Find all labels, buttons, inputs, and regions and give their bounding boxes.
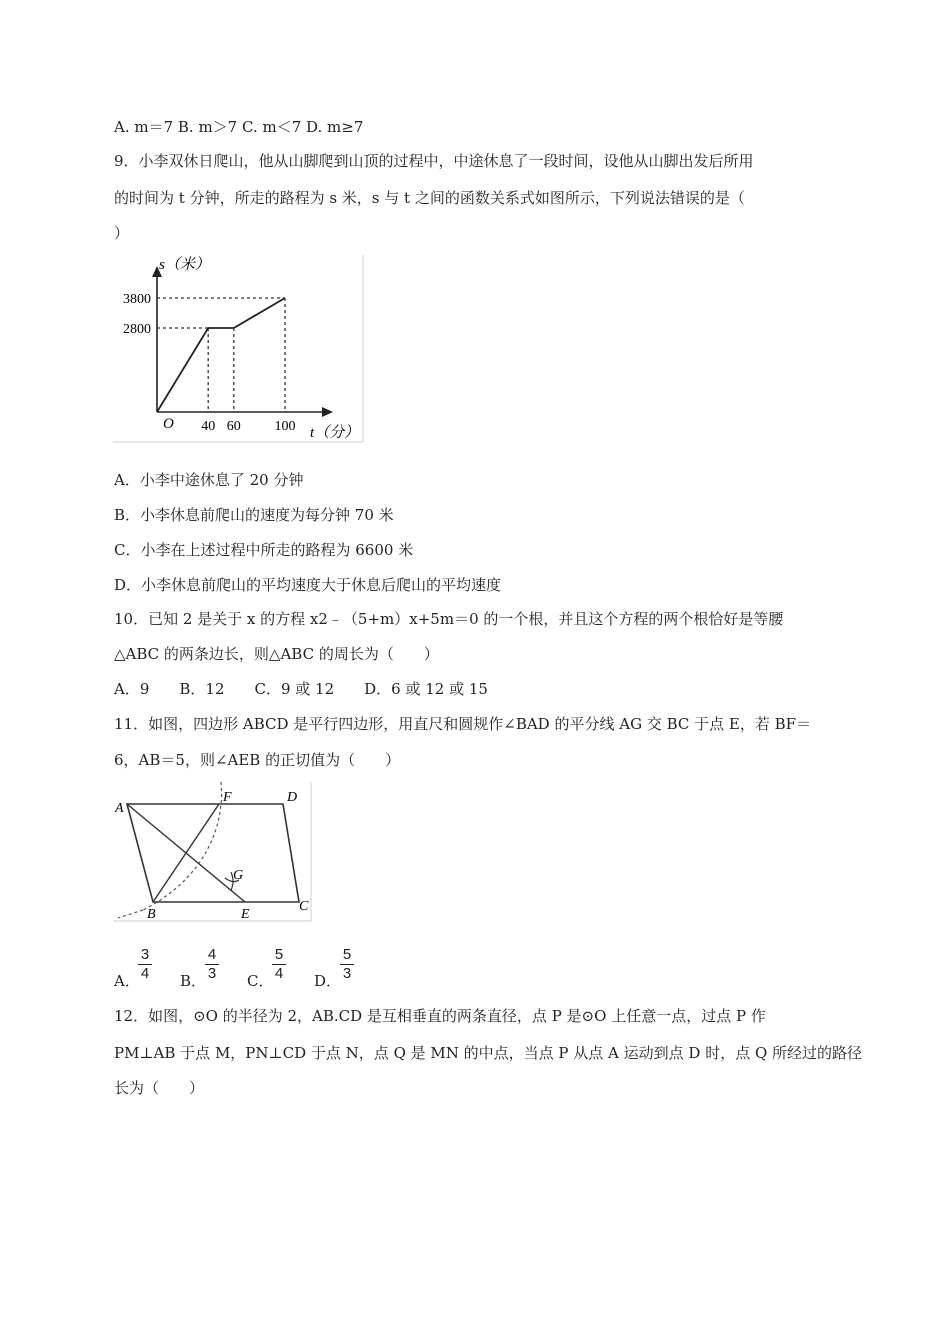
q11-label-d: D [287,790,298,805]
q11-option-c-num: 5 [274,946,284,963]
q9-origin-label: O [163,416,174,432]
q11-option-c-den: 4 [274,965,284,982]
q11-label-f: F [223,790,232,805]
q9-option-a: A．小李中途休息了 20 分钟 [114,471,304,489]
q11-option-c-label: C． [247,972,274,990]
q9-text-line1: 9．小李双休日爬山，他从山脚爬到山顶的过程中，中途休息了一段时间，设他从山脚出发后所用 [114,152,754,170]
q9-text-line3: ） [114,224,130,242]
q11-option-d-label: D． [314,972,342,990]
q11-option-d-den: 3 [342,965,352,982]
q9-option-b: B．小李休息前爬山的速度为每分钟 70 米 [114,506,394,524]
q9-y-axis-label: s（米） [159,257,210,273]
q11-parallelogram [127,804,299,902]
q9-option-d: D．小李休息前爬山的平均速度大于休息后爬山的平均速度 [114,576,502,594]
q9-text-line2: 的时间为 t 分钟，所走的路程为 s 米，s 与 t 之间的函数关系式如图所示，下列说法错误的是（ [114,189,745,207]
q11-option-d-num: 5 [342,946,352,963]
q12-text-line3: 长为（ ） [114,1079,205,1097]
q11-segment-ae [127,804,245,902]
q11-text-line1: 11．如图，四边形 ABCD 是平行四边形，用直尺和圆规作∠BAD 的平分线 AG 交 BC 于点 E，若 BF＝ [114,715,812,733]
q10-text-line1: 10．已知 2 是关于 x 的方程 x2﹣（5+m）x+5m＝0 的一个根，并且这个方程的两个根恰好是等腰 [114,610,784,628]
q11-label-a: A [115,801,124,816]
q10-text-line2: △ABC 的两条边长，则△ABC 的周长为（ ） [114,645,439,663]
q9-x-tick-60: 60 [226,419,241,434]
q9-x-axis-label: t（分） [310,425,360,441]
q9-graph [113,255,365,443]
q11-option-a-fraction [138,946,152,983]
q9-y-tick-3800: 3800 [123,292,151,307]
q11-option-b-num: 4 [207,946,217,963]
q11-option-b-fraction [205,946,219,983]
q11-figure-svg [113,782,313,922]
q9-y-tick-2800: 2800 [123,322,151,337]
q11-option-d-fraction [340,946,354,983]
q11-compass-arc [143,782,222,910]
q11-option-c-fraction [272,946,286,983]
q11-option-b-den: 3 [207,965,217,982]
q11-option-b-label: B． [180,972,207,990]
q11-label-b: B [147,907,156,922]
q9-graph-svg [113,255,365,443]
q11-label-e: E [241,907,250,922]
q11-option-a-label: A． [114,972,140,990]
q11-text-line2: 6，AB＝5，则∠AEB 的正切值为（ ） [114,751,401,769]
q9-option-c: C．小李在上述过程中所走的路程为 6600 米 [114,541,414,559]
q11-compass-arc-tail [118,910,143,918]
q9-x-axis-arrow [322,407,333,417]
q10-options: A．9 B．12 C．9 或 12 D．6 或 12 或 15 [114,680,488,698]
q12-text-line1: 12．如图，⊙O 的半径为 2，AB.CD 是互相垂直的两条直径，点 P 是⊙O 上任意一点，过点 P 作 [114,1007,766,1025]
q9-x-tick-100: 100 [274,419,296,434]
q12-text-line2: PM⊥AB 于点 M，PN⊥CD 于点 N，点 Q 是 MN 的中点，当点 P 从点 A 运动到点 D 时，点 Q 所经过的路径 [114,1044,863,1062]
q11-option-a-num: 3 [140,946,150,963]
q9-x-tick-40: 40 [201,419,216,434]
q11-figure [113,782,313,922]
q11-label-g: G [233,868,244,883]
q9-series-line [157,298,285,412]
q8-options: A. m＝7 B. m＞7 C. m＜7 D. m≥7 [114,118,364,136]
q11-option-a-den: 4 [140,965,150,982]
q11-label-c: C [299,899,309,914]
